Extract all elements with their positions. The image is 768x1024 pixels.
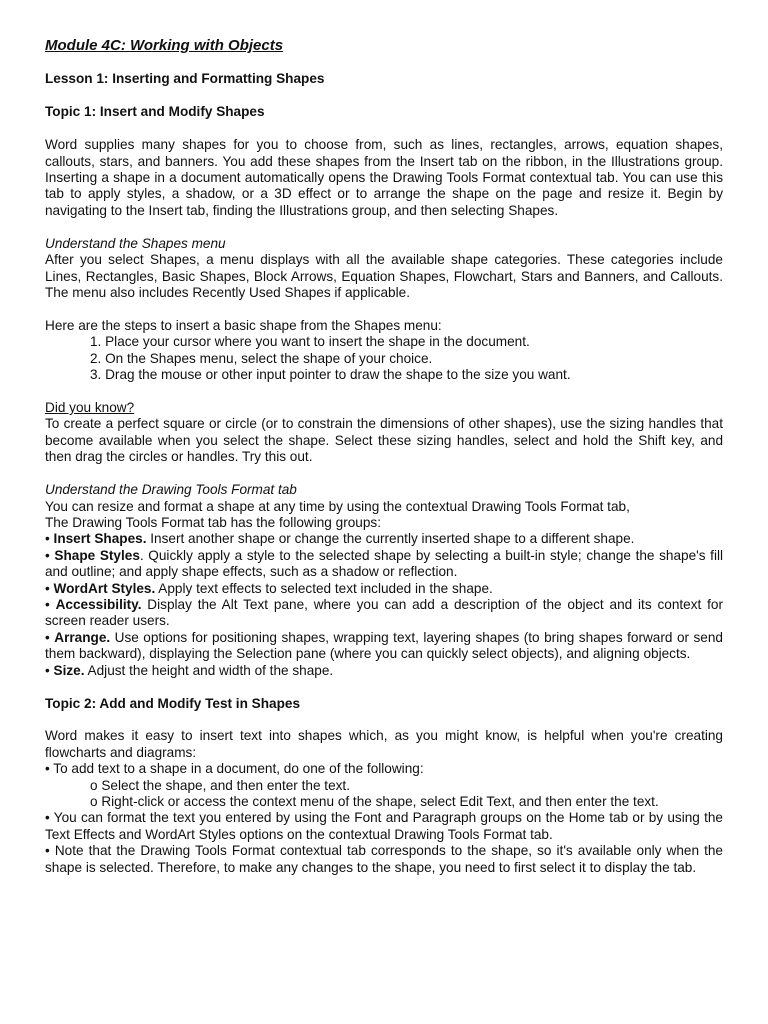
topic1-intro: Word supplies many shapes for you to choose from, such as lines, rectangles, arrows, equation shapes, callouts, stars, and banners. You add these shapes from the Insert tab on the ribbon, in the Illustrations group. Inserting a shape in a document automatically opens the Drawing Tools Format contextual tab. You can use this tab to apply styles, a shadow, or a 3D effect or to arrange the shape on the page and resize it. Begin by navigating to the Insert tab, finding the Illustrations group, and then selecting Shapes. (45, 137, 723, 218)
topic1-heading: Topic 1: Insert and Modify Shapes (45, 104, 265, 120)
did-you-know-text: To create a perfect square or circle (or to constrain the dimensions of other shapes), use the sizing handles that become available when you select the shape. Select these sizing handles, select and hold the Shift key, and then drag the circles or handles. Try this out. (45, 416, 723, 465)
shapes-menu-text: After you select Shapes, a menu displays with all the available shape categories. These categories include Lines, Rectangles, Basic Shapes, Block Arrows, Equation Shapes, Flowchart, Stars and Banners, and Callouts. The menu also includes Recently Used Shapes if applicable. (45, 252, 723, 300)
group-item: • Shape Styles. Quickly apply a style to the selected shape by selecting a built-in style; change the shape's fill and outline; and apply shape effects, such as a shadow or reflection. (45, 547, 724, 580)
steps-intro: Here are the steps to insert a basic shape from the Shapes menu: (45, 317, 442, 333)
format-tab-line: The Drawing Tools Format tab has the following groups: (45, 514, 381, 530)
shapes-menu-heading: Understand the Shapes menu (45, 235, 226, 251)
group-item: • Arrange. Use options for positioning shapes, wrapping text, layering shapes (to bring shapes forward or send them backward), displaying the Selection pane (where you can quickly select objects), and aligning objects. (45, 629, 723, 662)
group-item: • Insert Shapes. Insert another shape or change the currently inserted shape to a different shape. (45, 531, 635, 547)
step-item: 1. Place your cursor where you want to insert the shape in the document. (90, 334, 530, 350)
step-item: 3. Drag the mouse or other input pointer to draw the shape to the size you want. (90, 367, 571, 383)
lesson-heading: Lesson 1: Inserting and Formatting Shapes (45, 71, 325, 87)
document-page (45, 38, 723, 876)
bullet-item: • Note that the Drawing Tools Format contextual tab corresponds to the shape, so it's available only when the shape is selected. Therefore, to make any changes to the shape, you need to first select it to display the tab. (45, 843, 723, 875)
group-item: • Accessibility. Display the Alt Text pane, where you can add a description of the object and its context for screen reader users. (45, 596, 723, 629)
format-tab-heading: Understand the Drawing Tools Format tab (45, 482, 297, 498)
topic2-heading: Topic 2: Add and Modify Test in Shapes (45, 695, 301, 711)
module-title: Module 4C: Working with Objects (45, 37, 284, 54)
sub-item: o Right-click or access the context menu of the shape, select Edit Text, and then enter the text. (90, 794, 659, 810)
group-item: • WordArt Styles. Apply text effects to selected text included in the shape. (45, 580, 493, 596)
bullet-item: • To add text to a shape in a document, do one of the following: (45, 761, 424, 777)
group-item: • Size. Adjust the height and width of the shape. (45, 662, 334, 678)
sub-item: o Select the shape, and then enter the text. (90, 777, 350, 793)
topic2-intro: Word makes it easy to insert text into shapes which, as you might know, is helpful when you're creating flowcharts and diagrams: (45, 728, 723, 760)
step-item: 2. On the Shapes menu, select the shape of your choice. (90, 350, 433, 366)
did-you-know-heading: Did you know? (45, 400, 135, 415)
bullet-item: • You can format the text you entered by using the Font and Paragraph groups on the Home tab or by using the Text Effects and WordArt Styles options on the contextual Drawing Tools Format tab. (45, 810, 723, 842)
format-tab-line: You can resize and format a shape at any time by using the contextual Drawing Tools Format tab, (45, 498, 630, 514)
